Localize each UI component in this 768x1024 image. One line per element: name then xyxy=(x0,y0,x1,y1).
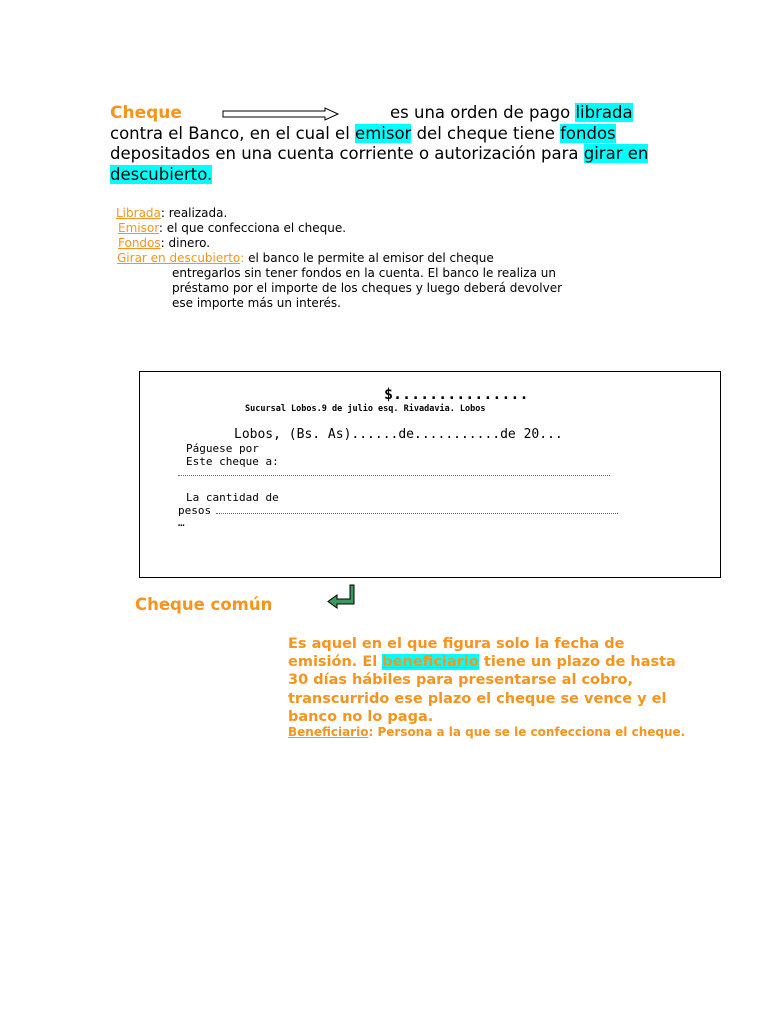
definition-librada xyxy=(115,206,635,221)
definitions-list xyxy=(115,206,635,311)
cheque-branch: Sucursal Lobos.9 de julio esq. Rivadavia. Lobos xyxy=(245,404,486,414)
definition-emisor xyxy=(115,221,635,236)
comun-desc-line-2-a: emisión. El xyxy=(288,654,383,671)
cheque-amount-words-3: … xyxy=(178,516,185,529)
definition-emisor-text: : el que confecciona el cheque. xyxy=(158,221,347,235)
definition-librada-text: : realizada. xyxy=(160,206,228,220)
comun-desc-line-1: Es aquel en el que figura solo la fecha de xyxy=(288,636,625,652)
cheque-payee-line xyxy=(178,475,610,476)
definition-girar-text-1: el banco le permite al emisor del cheque xyxy=(244,251,494,265)
definition-girar-text-4: ese importe más un interés. xyxy=(172,296,341,310)
highlight-fondos: fondos xyxy=(560,123,616,143)
comun-desc-line-2 xyxy=(288,653,728,671)
intro-line1-text: es una orden de pago xyxy=(390,103,576,122)
comun-desc-line-2-b: tiene un plazo de hasta xyxy=(478,654,676,671)
cheque-place-date: Lobos, (Bs. As)......de...........de 20... xyxy=(234,427,563,442)
term-emisor: Emisor xyxy=(118,221,159,235)
cheque-pay-to-line-2: Este cheque a: xyxy=(186,455,279,468)
term-girar-en-descubierto: Girar en descubierto xyxy=(117,251,241,265)
cheque-amount-words-2: pesos xyxy=(178,504,212,517)
comun-desc-line-4: transcurrido ese plazo el cheque se vence y el xyxy=(288,690,667,707)
highlight-librada: librada xyxy=(575,103,633,122)
cheque-pay-to-line-1: Páguese por xyxy=(186,442,259,455)
cheque-amount: $............... xyxy=(384,385,529,403)
intro-paragraph xyxy=(110,103,730,185)
intro-line3-text: depositados en una cuenta corriente o autorización para xyxy=(110,144,584,163)
term-fondos: Fondos xyxy=(118,236,161,250)
highlight-descubierto: descubierto. xyxy=(110,164,213,184)
term-girar-colon: : xyxy=(240,251,245,265)
cheque-comun-description xyxy=(288,635,728,726)
comun-desc-line-5: banco no lo paga. xyxy=(288,708,434,725)
cheque-amount-words-1: La cantidad de xyxy=(186,491,279,504)
cheque-pay-to xyxy=(186,442,279,468)
cheque-form xyxy=(139,371,721,578)
intro-line2-text-a: contra el Banco, en el cual el xyxy=(110,123,356,143)
right-arrow-icon xyxy=(222,107,340,121)
definition-girar-text-3: préstamo por el importe de los cheques y luego deberá devolver xyxy=(172,281,563,295)
definition-beneficiario-text: : Persona a la que se le confecciona el cheque. xyxy=(368,725,686,739)
intro-title: Cheque xyxy=(110,103,182,123)
highlight-beneficiario: beneficiario xyxy=(382,654,479,671)
definition-fondos-text: : dinero. xyxy=(160,236,211,250)
definition-beneficiario xyxy=(288,725,685,739)
definition-girar-text-2: entregarlos sin tener fondos en la cuenta. El banco le realiza un xyxy=(172,266,556,280)
term-beneficiario: Beneficiario xyxy=(288,725,369,739)
highlight-girar-en: girar en xyxy=(583,144,649,163)
return-arrow-icon xyxy=(326,584,356,610)
definition-fondos xyxy=(115,236,635,251)
highlight-emisor: emisor xyxy=(355,123,412,143)
comun-desc-line-3: 30 días hábiles para presentarse al cobro, xyxy=(288,672,634,689)
term-librada: Librada xyxy=(116,206,161,220)
cheque-amount-line xyxy=(216,513,618,514)
definition-girar xyxy=(115,251,635,266)
cheque-comun-title: Cheque común xyxy=(135,595,273,614)
intro-line2-text-b: del cheque tiene xyxy=(411,123,561,143)
